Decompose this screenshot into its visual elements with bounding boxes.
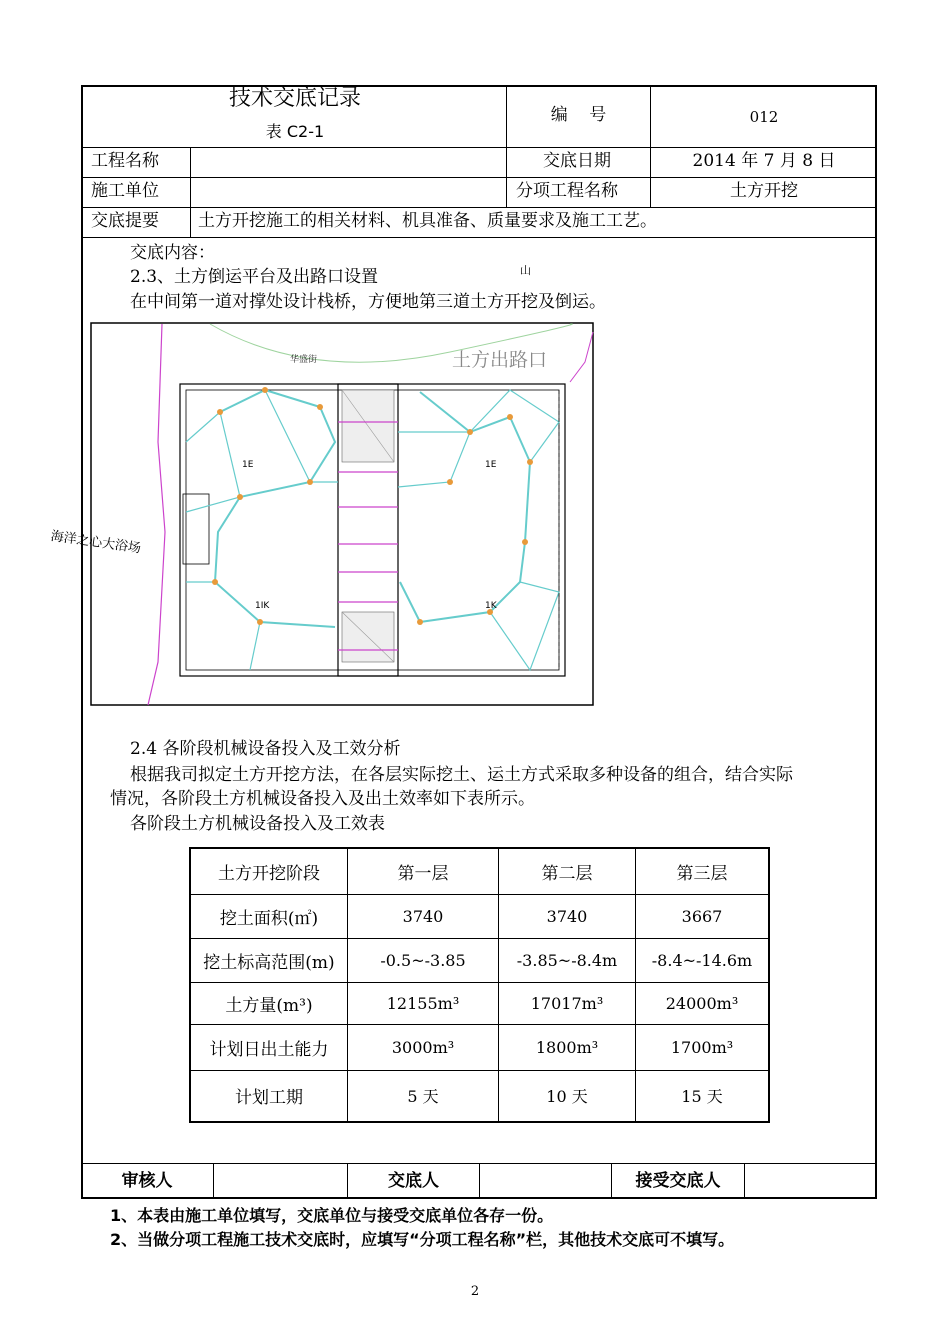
summary-value: 土方开挖施工的相关材料、机具准备、质量要求及施工工艺。 xyxy=(198,211,657,231)
row-divider xyxy=(81,177,877,178)
table-cell: 24000m³ xyxy=(636,982,770,1024)
row-divider xyxy=(81,237,877,238)
table-header: 第一层 xyxy=(348,848,499,894)
table-cell: -8.4~-14.6m xyxy=(636,938,770,982)
plan-mark: 1IK xyxy=(255,601,270,611)
table-cell: 土方量(m³) xyxy=(190,982,348,1024)
table-cell: 5 天 xyxy=(348,1070,499,1122)
receiver-value[interactable] xyxy=(745,1164,876,1198)
exit-label: 土方出路口 xyxy=(452,349,548,371)
date-label: 交底日期 xyxy=(543,151,611,171)
table-cell: 计划日出土能力 xyxy=(190,1024,348,1070)
table-cell: 15 天 xyxy=(636,1070,770,1122)
site-plan-drawing xyxy=(90,322,595,707)
table-cell: 3000m³ xyxy=(348,1024,499,1070)
page-title: 技术交底记录 xyxy=(228,86,361,111)
table-cell: 12155m³ xyxy=(348,982,499,1024)
project-name-label: 工程名称 xyxy=(91,151,159,171)
table-cell: 3740 xyxy=(499,894,636,938)
table-row xyxy=(190,1024,769,1070)
subitem-value[interactable]: 土方开挖 xyxy=(730,181,798,201)
date-value[interactable]: 2014 年 7 月 8 日 xyxy=(692,151,836,171)
section-2-3-text: 在中间第一道对撑处设计栈桥，方便地第三道土方开挖及倒运。 xyxy=(130,292,606,312)
reviewer-label: 审核人 xyxy=(121,1171,173,1191)
presenter-value[interactable] xyxy=(480,1164,611,1198)
table-cell: 3667 xyxy=(636,894,770,938)
table-cell: 计划工期 xyxy=(190,1070,348,1122)
street-label: 华盛街 xyxy=(290,355,318,365)
plan-mark: 1K xyxy=(485,601,497,611)
table-cell: 挖土标高范围(m) xyxy=(190,938,348,982)
table-row xyxy=(190,1070,769,1122)
row-divider xyxy=(81,207,877,208)
table-header-row xyxy=(190,848,769,894)
stray-character: 山 xyxy=(520,264,531,277)
section-2-3-title: 2.3、土方倒运平台及出路口设置 xyxy=(130,267,379,287)
table-header: 土方开挖阶段 xyxy=(190,848,348,894)
number-value: 012 xyxy=(749,108,779,126)
table-row xyxy=(190,982,769,1024)
table-caption: 各阶段土方机械设备投入及工效表 xyxy=(130,814,385,834)
number-label: 编 号 xyxy=(550,105,607,125)
table-row xyxy=(190,938,769,982)
plan-mark: 1E xyxy=(485,460,497,470)
footnote: 1、本表由施工单位填写，交底单位与接受交底单位各存一份。 xyxy=(110,1206,554,1225)
col-divider xyxy=(506,85,507,207)
summary-label: 交底提要 xyxy=(91,211,159,231)
contractor-label: 施工单位 xyxy=(91,181,159,201)
content-intro: 交底内容： xyxy=(130,243,215,263)
table-cell: 1700m³ xyxy=(636,1024,770,1070)
section-2-4-para-line2: 情况，各阶段土方机械设备投入及出土效率如下表所示。 xyxy=(110,789,535,809)
table-header: 第二层 xyxy=(499,848,636,894)
reviewer-value[interactable] xyxy=(214,1164,347,1198)
section-2-4-title: 2.4 各阶段机械设备投入及工效分析 xyxy=(130,739,401,759)
table-cell: 10 天 xyxy=(499,1070,636,1122)
plaza-label: 海洋之心大浴场 xyxy=(49,528,142,557)
subitem-label: 分项工程名称 xyxy=(516,181,618,201)
table-header: 第三层 xyxy=(636,848,770,894)
form-number: 表 C2-1 xyxy=(265,122,325,141)
table-cell: 挖土面积(㎡) xyxy=(190,894,348,938)
table-cell: 3740 xyxy=(348,894,499,938)
table-cell: 1800m³ xyxy=(499,1024,636,1070)
table-cell: 17017m³ xyxy=(499,982,636,1024)
footnote: 2、当做分项工程施工技术交底时，应填写“分项工程名称”栏，其他技术交底可不填写。 xyxy=(110,1230,735,1249)
plan-mark: 1E xyxy=(242,460,254,470)
section-2-4-para-line1: 根据我司拟定土方开挖方法，在各层实际挖土、运土方式采取多种设备的组合，结合实际 xyxy=(130,765,793,785)
table-row xyxy=(190,894,769,938)
col-divider xyxy=(190,147,191,237)
presenter-label: 交底人 xyxy=(388,1171,439,1191)
receiver-label: 接受交底人 xyxy=(635,1171,721,1191)
page-number: 2 xyxy=(470,1284,480,1299)
table-cell: -0.5~-3.85 xyxy=(348,938,499,982)
equipment-table xyxy=(189,847,770,1123)
row-divider xyxy=(81,147,877,148)
table-cell: -3.85~-8.4m xyxy=(499,938,636,982)
